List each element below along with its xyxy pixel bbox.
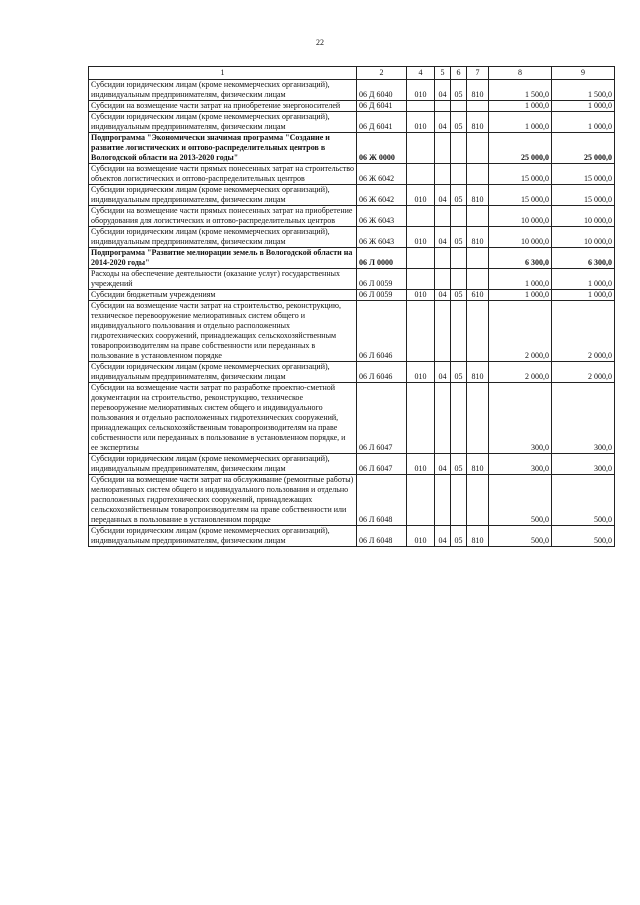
target-code-cell: 06 Л 6048	[357, 526, 407, 547]
expense-type-cell: 810	[467, 526, 489, 547]
table-row	[89, 227, 615, 248]
row-name-cell: Субсидии юридическим лицам (кроме некоммерческих организаций), индивидуальным предпринимателям, физическим лицам	[89, 185, 357, 206]
target-code-cell: 06 Ж 0000	[357, 133, 407, 164]
target-code-cell: 06 Л 6046	[357, 362, 407, 383]
expense-type-cell	[467, 269, 489, 290]
row-name-cell: Подпрограмма "Экономически значимая программа "Создание и развитие логистических и оптово-распределительных центров в Вологодской области на 2013-2020 годы"	[89, 133, 357, 164]
header-cell: 5	[435, 67, 451, 80]
table-header-row	[89, 67, 615, 80]
expense-type-cell	[467, 101, 489, 112]
section-cell: 04	[435, 526, 451, 547]
chapter-cell: 010	[407, 80, 435, 101]
target-code-cell: 06 Д 6041	[357, 112, 407, 133]
header-cell: 8	[489, 67, 552, 80]
budget-table	[88, 66, 615, 547]
row-name-cell: Субсидии на возмещение части прямых понесенных затрат на приобретение оборудования для логистических и оптово-распределительных центров	[89, 206, 357, 227]
expense-type-cell	[467, 164, 489, 185]
section-cell: 04	[435, 185, 451, 206]
table-row	[89, 526, 615, 547]
section-cell	[435, 101, 451, 112]
row-name-cell: Субсидии на возмещение части затрат по разработке проектно-сметной документации на строительство, реконструкцию, техническое перевооружение мелиоративных систем общего и индивидуального пользования и отдельно расположенных гидротехнических сооружений, принадлежащих сельскохозяйственным товаропроизводителям на праве собственности или переданных в пользование в установленном порядке, и ее экспертизы	[89, 383, 357, 454]
chapter-cell: 010	[407, 362, 435, 383]
target-code-cell: 06 Л 0000	[357, 248, 407, 269]
table-row	[89, 206, 615, 227]
table-row	[89, 101, 615, 112]
chapter-cell	[407, 133, 435, 164]
expense-type-cell: 810	[467, 227, 489, 248]
section-cell	[435, 269, 451, 290]
expense-type-cell	[467, 383, 489, 454]
subsection-cell: 05	[451, 526, 467, 547]
subsection-cell: 05	[451, 80, 467, 101]
amount-2016-cell: 1 000,0	[552, 112, 615, 133]
expense-type-cell	[467, 206, 489, 227]
subsection-cell: 05	[451, 454, 467, 475]
expense-type-cell: 810	[467, 80, 489, 101]
amount-2016-cell: 1 500,0	[552, 80, 615, 101]
table-row	[89, 454, 615, 475]
row-name-cell: Субсидии юридическим лицам (кроме некоммерческих организаций), индивидуальным предпринимателям, физическим лицам	[89, 362, 357, 383]
subsection-cell: 05	[451, 362, 467, 383]
amount-2015-cell: 6 300,0	[489, 248, 552, 269]
amount-2015-cell: 2 000,0	[489, 301, 552, 362]
section-cell	[435, 164, 451, 185]
subsection-cell	[451, 301, 467, 362]
subsection-cell	[451, 383, 467, 454]
amount-2016-cell: 300,0	[552, 454, 615, 475]
amount-2016-cell: 6 300,0	[552, 248, 615, 269]
chapter-cell	[407, 269, 435, 290]
table-row	[89, 164, 615, 185]
amount-2015-cell: 300,0	[489, 383, 552, 454]
row-name-cell: Субсидии на возмещение части затрат на обслуживание (ремонтные работы) мелиоративных систем общего и индивидуального пользования и отдельно расположенных гидротехнических сооружений, принадлежащих сельскохозяйственным товаропроизводителям на праве собственности или переданных в пользование в установленном порядке	[89, 475, 357, 526]
section-cell: 04	[435, 227, 451, 248]
section-cell	[435, 383, 451, 454]
table-row	[89, 112, 615, 133]
target-code-cell: 06 Л 6047	[357, 383, 407, 454]
expense-type-cell	[467, 301, 489, 362]
target-code-cell: 06 Л 0059	[357, 269, 407, 290]
target-code-cell: 06 Ж 6042	[357, 185, 407, 206]
expense-type-cell	[467, 248, 489, 269]
target-code-cell: 06 Л 6047	[357, 454, 407, 475]
amount-2015-cell: 1 000,0	[489, 290, 552, 301]
amount-2015-cell: 25 000,0	[489, 133, 552, 164]
amount-2016-cell: 2 000,0	[552, 301, 615, 362]
header-cell: 2	[357, 67, 407, 80]
chapter-cell: 010	[407, 526, 435, 547]
header-cell: 9	[552, 67, 615, 80]
table-row	[89, 362, 615, 383]
amount-2015-cell: 2 000,0	[489, 362, 552, 383]
chapter-cell: 010	[407, 454, 435, 475]
page-number: 22	[316, 38, 324, 47]
section-cell: 04	[435, 80, 451, 101]
subsection-cell	[451, 248, 467, 269]
expense-type-cell: 810	[467, 454, 489, 475]
chapter-cell	[407, 101, 435, 112]
amount-2016-cell: 25 000,0	[552, 133, 615, 164]
subsection-cell: 05	[451, 112, 467, 133]
amount-2015-cell: 1 000,0	[489, 269, 552, 290]
amount-2015-cell: 15 000,0	[489, 164, 552, 185]
expense-type-cell: 810	[467, 362, 489, 383]
chapter-cell	[407, 164, 435, 185]
subsection-cell	[451, 269, 467, 290]
chapter-cell: 010	[407, 185, 435, 206]
table-row	[89, 290, 615, 301]
target-code-cell: 06 Ж 6042	[357, 164, 407, 185]
section-cell	[435, 301, 451, 362]
header-cell: 1	[89, 67, 357, 80]
expense-type-cell: 810	[467, 185, 489, 206]
header-cell: 7	[467, 67, 489, 80]
chapter-cell	[407, 248, 435, 269]
amount-2015-cell: 1 000,0	[489, 101, 552, 112]
subsection-cell	[451, 164, 467, 185]
target-code-cell: 06 Ж 6043	[357, 227, 407, 248]
section-cell	[435, 206, 451, 227]
subsection-cell: 05	[451, 185, 467, 206]
amount-2016-cell: 15 000,0	[552, 185, 615, 206]
chapter-cell	[407, 301, 435, 362]
table-row	[89, 185, 615, 206]
subsection-cell: 05	[451, 227, 467, 248]
subsection-cell	[451, 133, 467, 164]
section-cell	[435, 475, 451, 526]
section-cell	[435, 248, 451, 269]
amount-2015-cell: 1 000,0	[489, 112, 552, 133]
amount-2015-cell: 1 500,0	[489, 80, 552, 101]
target-code-cell: 06 Д 6041	[357, 101, 407, 112]
amount-2015-cell: 15 000,0	[489, 185, 552, 206]
chapter-cell	[407, 383, 435, 454]
table-row	[89, 269, 615, 290]
section-cell: 04	[435, 454, 451, 475]
row-name-cell: Субсидии на возмещение части затрат на приобретение энергоносителей	[89, 101, 357, 112]
amount-2015-cell: 500,0	[489, 475, 552, 526]
row-name-cell: Субсидии юридическим лицам (кроме некоммерческих организаций), индивидуальным предпринимателям, физическим лицам	[89, 80, 357, 101]
amount-2016-cell: 1 000,0	[552, 290, 615, 301]
subsection-cell: 05	[451, 290, 467, 301]
table-row	[89, 383, 615, 454]
table-row	[89, 301, 615, 362]
section-cell: 04	[435, 290, 451, 301]
row-name-cell: Субсидии юридическим лицам (кроме некоммерческих организаций), индивидуальным предпринимателям, физическим лицам	[89, 454, 357, 475]
subsection-cell	[451, 475, 467, 526]
target-code-cell: 06 Л 6048	[357, 475, 407, 526]
table-row	[89, 248, 615, 269]
section-cell: 04	[435, 362, 451, 383]
amount-2015-cell: 500,0	[489, 526, 552, 547]
table-row	[89, 80, 615, 101]
target-code-cell: 06 Л 0059	[357, 290, 407, 301]
amount-2016-cell: 10 000,0	[552, 227, 615, 248]
amount-2016-cell: 500,0	[552, 526, 615, 547]
row-name-cell: Субсидии юридическим лицам (кроме некоммерческих организаций), индивидуальным предпринимателям, физическим лицам	[89, 227, 357, 248]
amount-2015-cell: 300,0	[489, 454, 552, 475]
row-name-cell: Субсидии юридическим лицам (кроме некоммерческих организаций), индивидуальным предпринимателям, физическим лицам	[89, 112, 357, 133]
chapter-cell: 010	[407, 227, 435, 248]
chapter-cell	[407, 475, 435, 526]
table-body	[89, 80, 615, 547]
subsection-cell	[451, 206, 467, 227]
amount-2016-cell: 2 000,0	[552, 362, 615, 383]
target-code-cell: 06 Д 6040	[357, 80, 407, 101]
target-code-cell: 06 Ж 6043	[357, 206, 407, 227]
table-row	[89, 475, 615, 526]
amount-2015-cell: 10 000,0	[489, 206, 552, 227]
row-name-cell: Субсидии на возмещение части прямых понесенных затрат на строительство объектов логистических и оптово-распределительных центров	[89, 164, 357, 185]
chapter-cell: 010	[407, 112, 435, 133]
header-cell: 6	[451, 67, 467, 80]
row-name-cell: Субсидии бюджетным учреждениям	[89, 290, 357, 301]
expense-type-cell	[467, 133, 489, 164]
expense-type-cell	[467, 475, 489, 526]
row-name-cell: Субсидии на возмещение части затрат на строительство, реконструкцию, техническое перевооружение мелиоративных систем общего и индивидуального пользования и отдельно расположенных гидротехнических сооружений, принадлежащих сельскохозяйственным товаропроизводителям на праве собственности или переданных в пользование в установленном порядке	[89, 301, 357, 362]
amount-2016-cell: 500,0	[552, 475, 615, 526]
amount-2016-cell: 1 000,0	[552, 269, 615, 290]
amount-2015-cell: 10 000,0	[489, 227, 552, 248]
amount-2016-cell: 300,0	[552, 383, 615, 454]
expense-type-cell: 810	[467, 112, 489, 133]
subsection-cell	[451, 101, 467, 112]
chapter-cell: 010	[407, 290, 435, 301]
row-name-cell: Расходы на обеспечение деятельности (оказание услуг) государственных учреждений	[89, 269, 357, 290]
header-cell: 4	[407, 67, 435, 80]
amount-2016-cell: 1 000,0	[552, 101, 615, 112]
chapter-cell	[407, 206, 435, 227]
target-code-cell: 06 Л 6046	[357, 301, 407, 362]
amount-2016-cell: 10 000,0	[552, 206, 615, 227]
section-cell: 04	[435, 112, 451, 133]
table-row	[89, 133, 615, 164]
row-name-cell: Субсидии юридическим лицам (кроме некоммерческих организаций), индивидуальным предпринимателям, физическим лицам	[89, 526, 357, 547]
amount-2016-cell: 15 000,0	[552, 164, 615, 185]
section-cell	[435, 133, 451, 164]
row-name-cell: Подпрограмма "Развитие мелиорации земель в Вологодской области на 2014-2020 годы"	[89, 248, 357, 269]
expense-type-cell: 610	[467, 290, 489, 301]
